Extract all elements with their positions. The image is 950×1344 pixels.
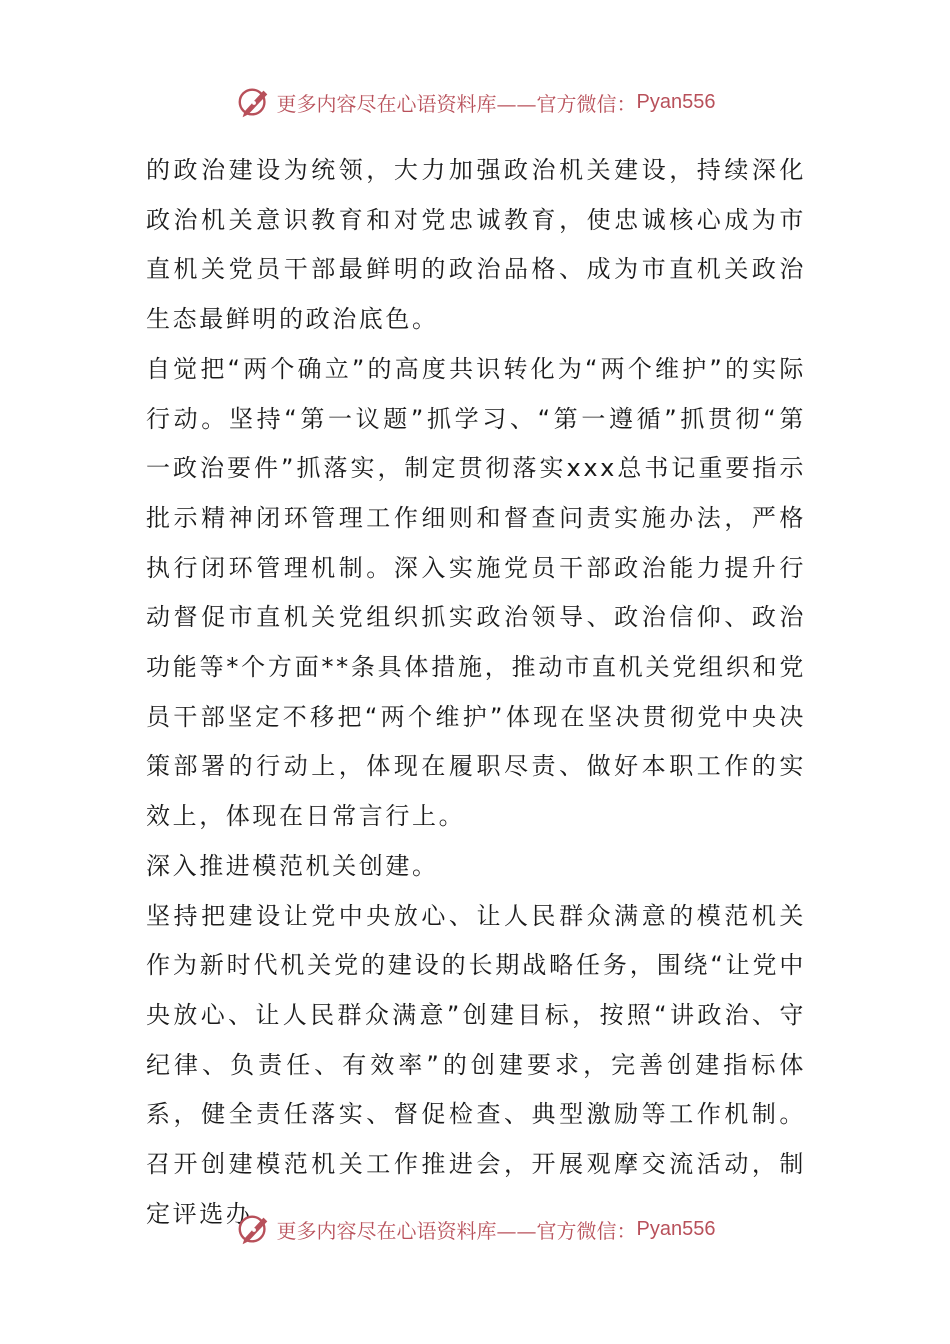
pen-nib-logo-icon [235,1210,273,1248]
section-heading: 深入推进模范机关创建。 [146,851,439,880]
pen-nib-logo-icon [235,83,273,121]
paragraph: 自觉把“两个确立”的高度共识转化为“两个维护”的实际行动。坚持“第一议题”抓学习、“第一遵循”抓贯彻“第一政治要件”抓落实，制定贯彻落实xxx总书记重要指示批示精神闭环管理工作细则和督查问责实施办法，严格执行闭环管理机制。深入实施党员干部政治能力提升行动督促市直机关党组织抓实政治领导、政治信仰、政治功能等*个方面**条具体措施，推动市直机关党组织和党员干部坚定不移把“两个维护”体现在坚决贯彻党中央决策部署的行动上，体现在履职尽责、做好本职工作的实效上，体现在日常言行上。 [146,354,806,831]
header-banner-handle: Pyan556 [636,90,716,113]
footer-banner-handle: Pyan556 [636,1217,716,1240]
header-banner-text: 更多内容尽在心语资料库——官方微信： [276,91,637,116]
footer-banner-text: 更多内容尽在心语资料库——官方微信： [276,1218,637,1243]
footer-banner [0,1209,950,1249]
document-body [146,146,806,1239]
header-banner [0,82,950,122]
paragraph: 坚持把建设让党中央放心、让人民群众满意的模范机关作为新时代机关党的建设的长期战略任务，围绕“让党中央放心、让人民群众满意”创建目标，按照“讲政治、守纪律、负责任、有效率”的创建要求，完善创建指标体系，健全责任落实、督促检查、典型激励等工作机制。召开创建模范机关工作推进会，开展观摩交流活动，制定评选办 [146,901,806,1228]
paragraph: 的政治建设为统领，大力加强政治机关建设，持续深化政治机关意识教育和对党忠诚教育，使忠诚核心成为市直机关党员干部最鲜明的政治品格、成为市直机关政治生态最鲜明的政治底色。 [146,156,806,334]
